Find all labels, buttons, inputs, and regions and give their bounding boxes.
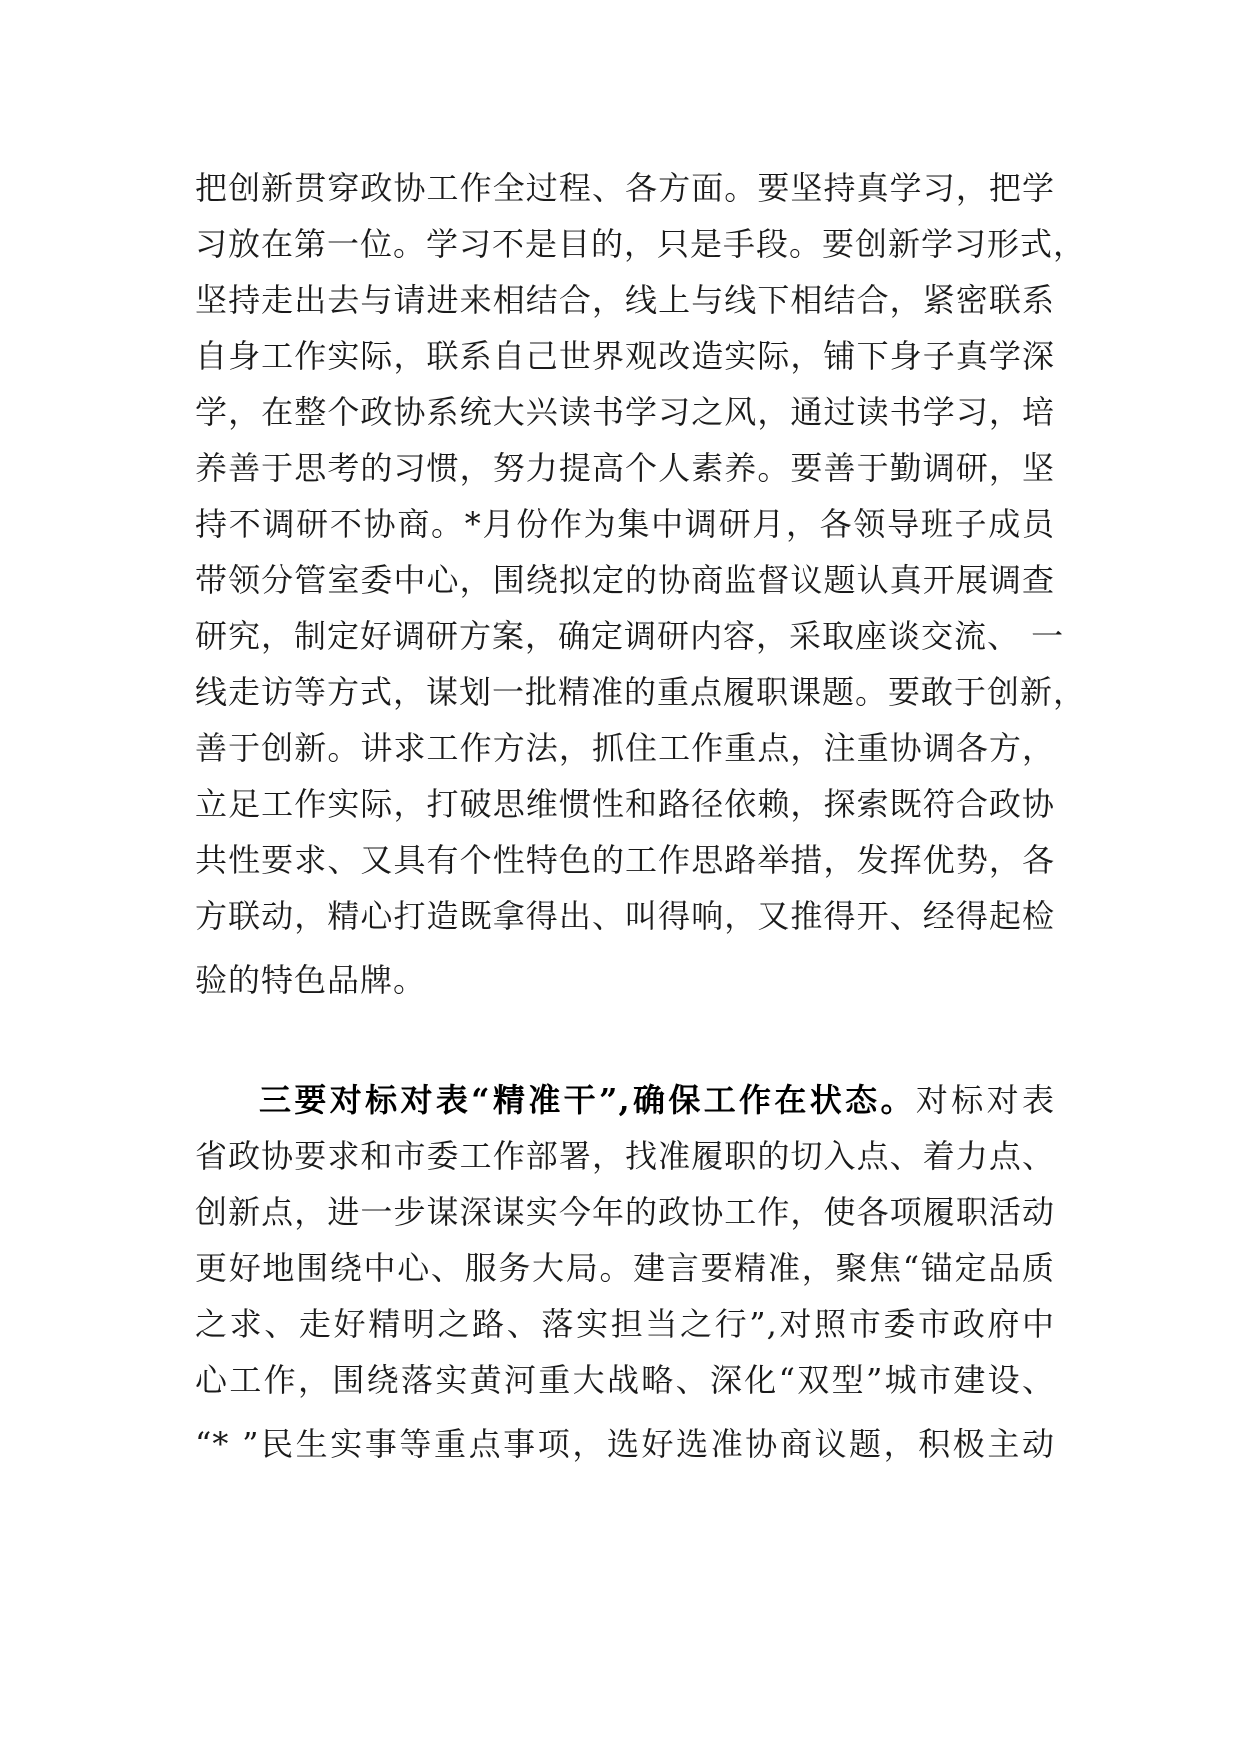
text-line: 立足工作实际，打破思维惯性和路径依赖，探索既符合政协 [195,785,1055,823]
text-line: 线走访等方式，谋划一批精准的重点履职课题。要敢于创新， [195,673,1087,711]
text-line: 验的特色品牌。 [195,961,427,999]
text-line: 方联动，精心打造既拿得出、叫得响，又推得开、经得起检 [195,897,1055,935]
paragraph-1 [195,160,1087,1008]
paragraph-2 [195,1072,1055,1472]
section-heading: 三要对标对表“精准干”,确保工作在状态。 [259,1081,916,1119]
text-line: 善于创新。讲求工作方法，抓住工作重点，注重协调各方， [195,729,1055,767]
text-line: 更好地围绕中心、服务大局。建言要精准，聚焦“锚定品质 [195,1249,1055,1287]
text-line: 习放在第一位。学习不是目的，只是手段。要创新学习形式， [195,225,1087,263]
text-line: 自身工作实际，联系自己世界观改造实际，铺下身子真学深 [195,337,1055,375]
text-line: 之求、走好精明之路、落实担当之行”,对照市委市政府中 [195,1305,1055,1343]
text-line: 心工作，围绕落实黄河重大战略、深化“双型”城市建设、 [195,1361,1055,1399]
text-line: 把创新贯穿政协工作全过程、各方面。要坚持真学习，把学 [195,169,1055,207]
text-line: 创新点，进一步谋深谋实今年的政协工作，使各项履职活动 [195,1193,1055,1231]
text-line: 研究，制定好调研方案，确定调研内容，采取座谈交流、 一 [195,617,1065,655]
paragraph-first-line [195,1072,1055,1128]
heading-trailing-text: 对标对表 [915,1081,1055,1119]
text-line: 学，在整个政协系统大兴读书学习之风，通过读书学习，培 [195,393,1055,431]
text-line: 带领分管室委中心，围绕拟定的协商监督议题认真开展调查 [195,561,1055,599]
text-line: 省政协要求和市委工作部署，找准履职的切入点、着力点、 [195,1137,1055,1175]
text-line: 持不调研不协商。*月份作为集中调研月，各领导班子成员 [195,505,1055,543]
text-line: 共性要求、又具有个性特色的工作思路举措，发挥优势，各 [195,841,1055,879]
text-line: “* ”民生实事等重点事项，选好选准协商议题，积极主动 [195,1425,1055,1463]
text-line: 养善于思考的习惯，努力提高个人素养。要善于勤调研，坚 [195,449,1055,487]
text-line: 坚持走出去与请进来相结合，线上与线下相结合，紧密联系 [195,281,1055,319]
